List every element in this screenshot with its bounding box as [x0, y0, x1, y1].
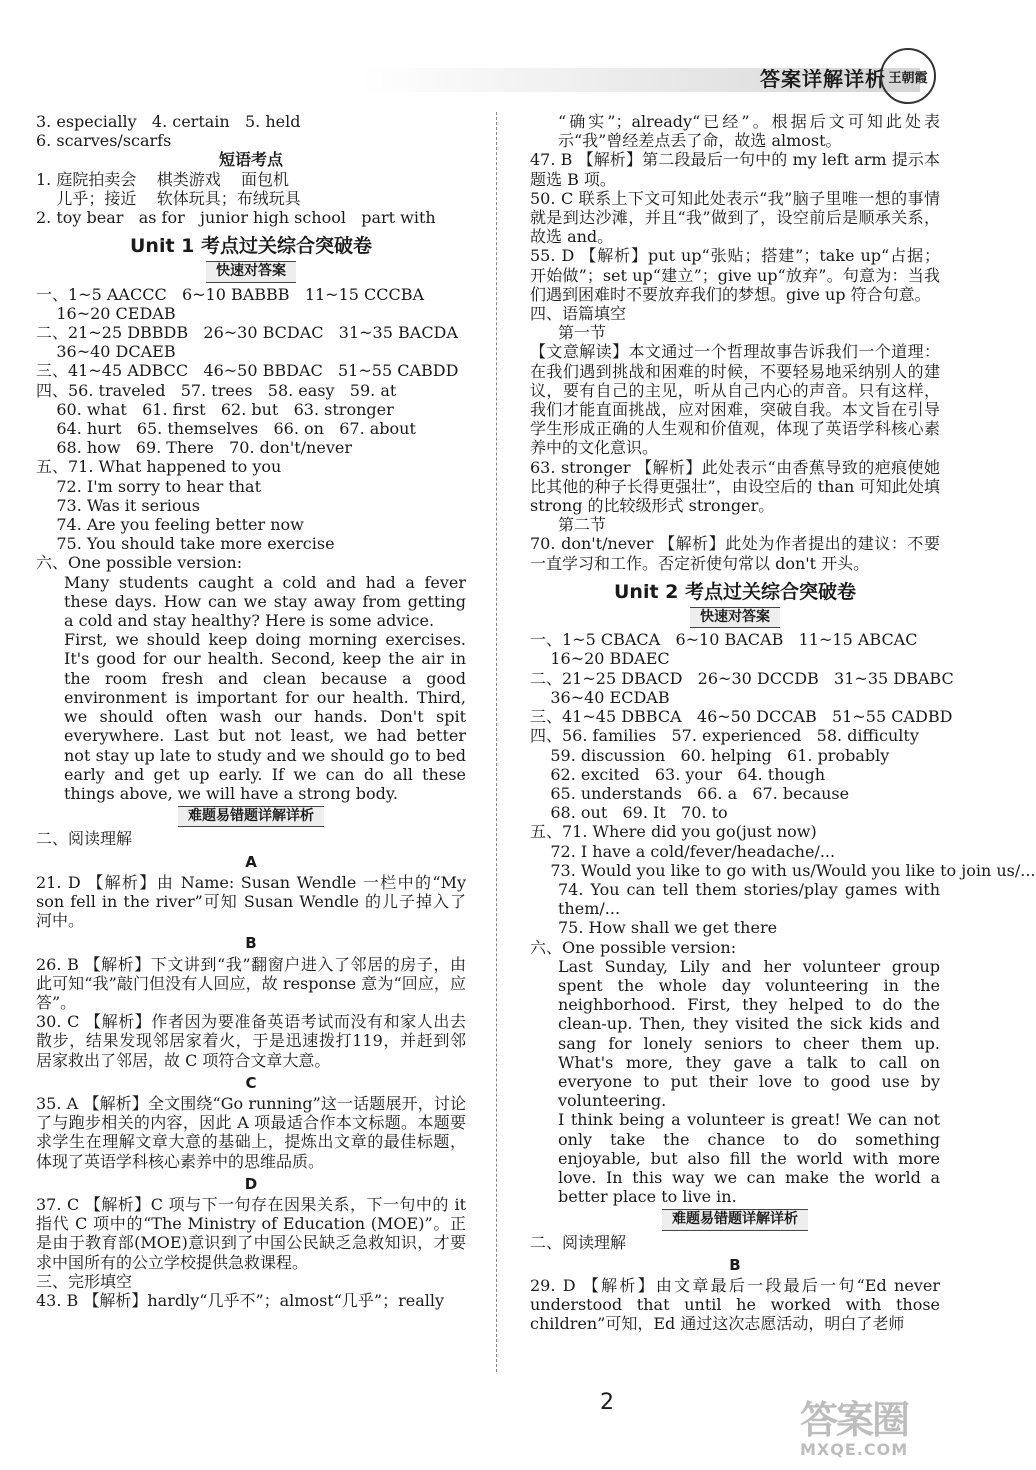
- answer-list: [530, 630, 1036, 880]
- reading-heading: 二、阅读理解: [36, 829, 133, 849]
- explanation-continuation: “确实”；already“已经”。根据后文可知此处表示“我”曾经差点丢了命，故选 almost。: [558, 112, 940, 151]
- answer-line: 五、71. Where did you go(just now): [530, 822, 817, 842]
- right-column: [530, 112, 1036, 1334]
- explanation-item: 37. C 【解析】C 项与下一句存在因果关系，下一句中的 it 指代 C 项中的“The Ministry of Education (MOE)”。正是由于教育部(MOE)意识到了中国公民缺乏急救知识，才要求中国所有的公立学校提供急救课程。: [36, 1194, 466, 1272]
- section-label: C: [245, 1073, 257, 1092]
- answer-line: 73. Was it serious: [36, 495, 200, 515]
- answer-line: 72. I have a cold/fever/headache/...: [530, 841, 836, 861]
- answer-list: [36, 285, 466, 573]
- essay-paragraph: First, we should keep doing morning exercises. It's good for our health. Second, keep the air in the room fresh and clean because a good environment is important for our health. Third, we should often wash our hands. Don't spit everywhere. Last but not least, we had better not stay up late to study and we should go to bed early and get up early. If we can do all these things above, we will have a strong body.: [64, 630, 466, 803]
- explanation-item: 29. D 【解析】由文章最后一段最后一句“Ed never understood that until he worked with those children”可知，Ed 通过这次志愿活动，明白了老师: [530, 1275, 940, 1334]
- unit1-title: Unit 1 考点过关综合突破卷: [129, 235, 372, 258]
- passage-heading: 四、语篇填空: [530, 304, 627, 324]
- answer-line: 一、1~5 AACCC 6~10 BABBB 11~15 CCCBA: [36, 284, 425, 304]
- essay-paragraph: Last Sunday, Lily and her volunteer group spent the whole day volunteering in the neighborhood. First, they helped to do the clean-up. Then, they visited the sick kids and sang for lonely seniors to cheer them up. What's more, they gave a talk to call on everyone to put their love to good use by volunteering.: [558, 956, 940, 1111]
- essay-heading: 六、One possible version:: [530, 937, 737, 957]
- section-label: B: [729, 1255, 741, 1274]
- quick-answer-label: 快速对答案: [690, 607, 780, 628]
- reading-heading: 二、阅读理解: [530, 1232, 627, 1252]
- column-divider: [496, 112, 497, 1372]
- phrase-section: [36, 112, 466, 227]
- answer-line: 三、41~45 ADBCC 46~50 BBDAC 51~55 CABDD: [36, 361, 459, 381]
- explanation-item: 47. B 【解析】第二段最后一句中的 my left arm 提示本题选 B 项。: [530, 150, 940, 189]
- answer-line: 60. what 61. first 62. but 63. stronger: [36, 399, 394, 419]
- answer-line: 1. 庭院拍卖会 棋类游戏 面包机: [36, 169, 290, 189]
- hard-question-tag: [530, 1208, 940, 1230]
- answer-line: 四、56. traveled 57. trees 58. easy 59. at: [36, 380, 397, 400]
- explanation-item: 70. don't/never 【解析】此处为作者提出的建议：不要一直学习和工作。否定祈使句常以 don't 开头。: [530, 534, 940, 573]
- answer-line: 72. I'm sorry to hear that: [36, 476, 262, 496]
- watermark-logo: [800, 1400, 980, 1464]
- section-label: D: [244, 1174, 258, 1193]
- answer-line: 74. Are you feeling better now: [36, 515, 304, 535]
- page-header: [0, 0, 1000, 112]
- hard-question-tag: [36, 805, 466, 827]
- answer-line: 75. How shall we get there: [558, 918, 778, 938]
- section-label: 第二节: [558, 515, 607, 535]
- reading-note: 【文意解读】本文通过一个哲理故事告诉我们一个道理：在我们遇到挑战和困难的时候，不要轻易地采纳别人的建议，要有自己的主见，听从自己内心的声音。只有这样，我们才能直面挑战，应对困难，突破自我。本文旨在引导学生形成正确的人生观和价值观，体现了英语学科核心素养中的文化意识。: [530, 342, 940, 458]
- answer-line: 短语考点: [218, 150, 283, 170]
- header-title: 答案详解详析: [760, 67, 886, 91]
- watermark-text: 答案圈: [800, 1398, 909, 1442]
- answer-line: 75. You should take more exercise: [36, 534, 335, 554]
- answer-line: 16~20 CEDAB: [36, 303, 176, 323]
- answer-line: 68. how 69. There 70. don't/never: [36, 438, 352, 458]
- brand-seal-icon: 王朝霞: [880, 48, 936, 104]
- answer-line: 二、21~25 DBACD 26~30 DCCDB 31~35 DBABC: [530, 668, 954, 688]
- answer-line: 四、56. families 57. experienced 58. difficulty: [530, 726, 919, 746]
- explanation-item: 35. A 【解析】全文围绕“Go running”这一话题展开，讨论了与跑步相关的内容，因此 A 项最适合作本文标题。本题要求学生在理解文章大意的基础上，提炼出文章的最佳标题，体现了英语学科核心素养中的思维品质。: [36, 1093, 466, 1171]
- explanation-item: 55. D 【解析】put up“张贴；搭建”；take up“占据；开始做”；set up“建立”；give up“放弃”。句意为：当我们遇到困难时不要放弃我们的梦想。give up 符合句意。: [530, 246, 940, 304]
- section-label: 第一节: [558, 323, 607, 343]
- section-label: A: [245, 852, 257, 871]
- explanation-item: 21. D 【解析】由 Name: Susan Wendle 一栏中的“My son fell in the river”可知 Susan Wendle 的儿子掉入了河中。: [36, 872, 466, 931]
- answer-line: 2. toy bear as for junior high school part with: [36, 208, 436, 228]
- answer-line: 三、41~45 DBBCA 46~50 DCCAB 51~55 CADBD: [530, 707, 953, 727]
- watermark-url: MXQE.COM: [800, 1440, 909, 1459]
- answer-line: 65. understands 66. a 67. because: [530, 783, 850, 803]
- explanation-item: 50. C 联系上下文可知此处表示“我”脑子里唯一想的事情就是到达沙滩，并且“我”做到了，设空前后是顺承关系，故选 and。: [530, 188, 940, 247]
- answer-line: 二、21~25 DBBDB 26~30 BCDAC 31~35 BACDA: [36, 323, 458, 343]
- explanation-item: 30. C 【解析】作者因为要准备英语考试而没有和家人出去散步，结果发现邻居家着火，于是迅速拨打119，并赶到邻居家救出了邻居，故 C 项符合文章大意。: [36, 1012, 466, 1070]
- quick-answer-label: 快速对答案: [206, 261, 296, 282]
- answer-line: 36~40 ECDAB: [530, 687, 670, 707]
- answer-line: 儿乎；接近 软体玩具；布绒玩具: [36, 188, 301, 208]
- section-label: B: [245, 934, 257, 953]
- cloze-heading: 三、完形填空: [36, 1271, 133, 1291]
- answer-line: 六、One possible version:: [36, 553, 243, 573]
- answer-line: 6. scarves/scarfs: [36, 131, 172, 151]
- page-number: 2: [600, 1390, 614, 1415]
- unit2-title: Unit 2 考点过关综合突破卷: [613, 580, 856, 603]
- answer-line: 62. excited 63. your 64. though: [530, 764, 826, 784]
- quick-answer-tag: [530, 606, 940, 628]
- answer-line: 3. especially 4. certain 5. held: [36, 112, 301, 131]
- explanation-item: 63. stronger 【解析】此处表示“由香蕉导致的疤痕使她比其他的种子长得更强壮”，由设空后的 than 可知此处填 strong 的比较级形式 stronger。: [530, 457, 940, 516]
- answer-line: 64. hurt 65. themselves 66. on 67. about: [36, 419, 416, 439]
- hard-question-label: 难题易错题详解详析: [662, 1209, 808, 1230]
- essay-paragraph: I think being a volunteer is great! We can not only take the chance to do something enjoyable, but also fill the world with more love. In this way we can make the world a better place to live in.: [558, 1110, 940, 1207]
- hard-question-label: 难题易错题详解详析: [178, 806, 324, 827]
- answer-line: 59. discussion 60. helping 61. probably: [530, 745, 890, 765]
- left-column: [36, 112, 466, 1310]
- answer-line: 16~20 BDAEC: [530, 649, 670, 669]
- answer-line: 五、71. What happened to you: [36, 457, 282, 477]
- explanation-item: 26. B 【解析】下文讲到“我”翻窗户进入了邻居的房子，由此可知“我”敲门但没有人回应，故 response 意为“回应，应答”。: [36, 954, 466, 1012]
- answer-line: 68. out 69. It 70. to: [530, 803, 728, 823]
- answer-line: 36~40 DCAEB: [36, 342, 176, 362]
- answer-line: 73. Would you like to go with us/Would you like to join us/...: [530, 860, 1036, 880]
- essay-paragraph: Many students caught a cold and had a fever these days. How can we stay away from getting a cold and stay healthy? Here is some advice.: [64, 572, 466, 631]
- answer-line: 74. You can tell them stories/play games with them/...: [558, 879, 940, 919]
- answer-line: 一、1~5 CBACA 6~10 BACAB 11~15 ABCAC: [530, 630, 918, 650]
- quick-answer-tag: [36, 260, 466, 282]
- explanation-item: 43. B 【解析】hardly“几乎不”；almost“几乎”；really: [36, 1290, 445, 1310]
